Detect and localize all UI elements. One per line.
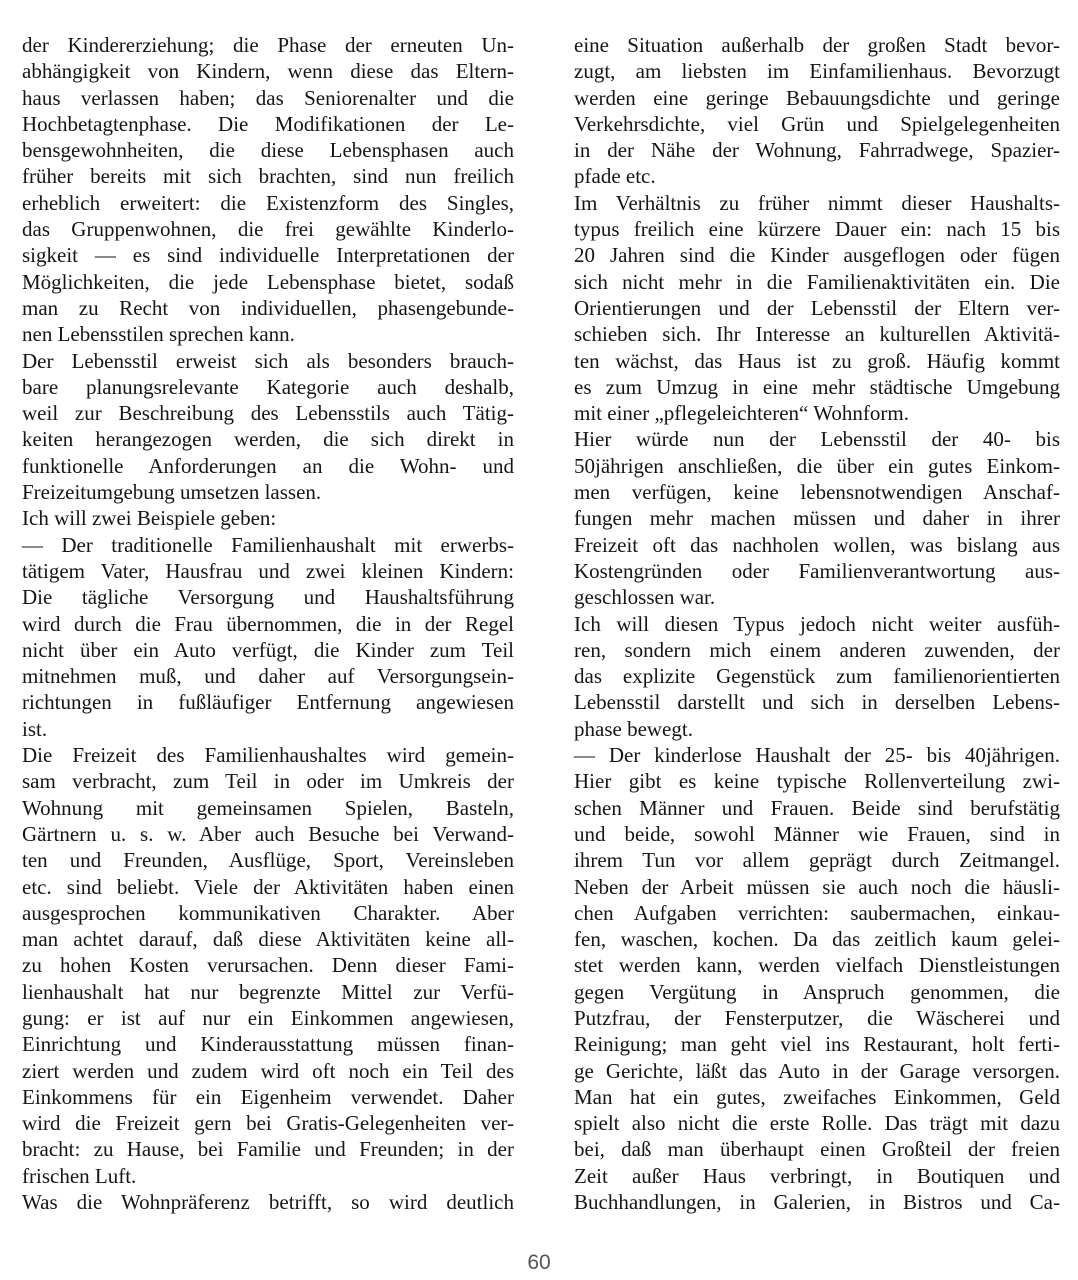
page-number: 60 bbox=[527, 1251, 551, 1274]
text-line: — Der traditionelle Familienhaushalt mit erwerbs- bbox=[22, 532, 514, 557]
text-line: Man hat ein gutes, zweifaches Einkommen, Geld bbox=[574, 1084, 1060, 1109]
text-line: weil zur Beschreibung des Lebensstils auch Tätig- bbox=[22, 401, 514, 426]
text-line: frischen Luft. bbox=[22, 1163, 137, 1188]
text-line: Einkommens für ein Eigenheim verwendet. Daher bbox=[22, 1084, 514, 1109]
text-line: Hier würde nun der Lebensstil der 40- bis bbox=[574, 427, 1060, 452]
text-line: ziert werden und zudem wird oft noch ein Teil des bbox=[22, 1058, 514, 1083]
text-line: Die Freizeit des Familienhaushaltes wird gemein- bbox=[22, 743, 514, 768]
text-line: nen Lebensstilen sprechen kann. bbox=[22, 322, 295, 347]
text-line: Verkehrsdichte, viel Grün und Spielgelegenheiten bbox=[574, 111, 1060, 136]
text-line: ge Gerichte, läßt das Auto in der Garage versorgen. bbox=[574, 1058, 1060, 1083]
text-line: Putzfrau, der Fensterputzer, die Wäscherei und bbox=[574, 1005, 1060, 1030]
text-line: Freizeit oft das nachholen wollen, was bislang aus bbox=[574, 532, 1060, 557]
text-line: Reinigung; man geht viel ins Restaurant, holt ferti- bbox=[574, 1032, 1060, 1057]
text-line: Gärtnern u. s. w. Aber auch Besuche bei Verwand- bbox=[22, 821, 514, 846]
text-line: ten wächst, das Haus ist zu groß. Häufig kommt bbox=[574, 348, 1060, 373]
text-line: Lebensstil darstellt und sich in derselben Lebens- bbox=[574, 690, 1060, 715]
text-line: Hier gibt es keine typische Rollenverteilung zwi- bbox=[574, 769, 1060, 794]
text-line: chen Aufgaben verrichten: saubermachen, einkau- bbox=[574, 900, 1060, 925]
text-line: Orientierungen und der Lebensstil der Eltern ver- bbox=[574, 295, 1060, 320]
text-line: lienhaushalt hat nur begrenzte Mittel zur Verfü- bbox=[22, 979, 514, 1004]
text-line: keiten herangezogen werden, die sich direkt in bbox=[22, 427, 514, 452]
text-line: das explizite Gegenstück zum familienorientierten bbox=[574, 664, 1060, 689]
text-line: sich nicht mehr in die Familienaktivitäten ein. Die bbox=[574, 269, 1060, 294]
left-text-column bbox=[22, 32, 514, 1215]
text-line: Hochbetagtenphase. Die Modifikationen der Le- bbox=[22, 111, 514, 136]
text-line: werden eine geringe Bebauungsdichte und geringe bbox=[574, 85, 1060, 110]
text-line: Ich will zwei Beispiele geben: bbox=[22, 506, 277, 531]
text-line: mit einer „pflegeleichteren“ Wohnform. bbox=[574, 401, 909, 426]
text-line: Die tägliche Versorgung und Haushaltsführung bbox=[22, 585, 514, 610]
text-line: gung: er ist auf nur ein Einkommen angewiesen, bbox=[22, 1005, 514, 1030]
text-line: zu hohen Kosten verursachen. Denn dieser Fami- bbox=[22, 953, 514, 978]
text-line: das Gruppenwohnen, die frei gewählte Kinderlo- bbox=[22, 217, 514, 242]
text-line: ten und Freunden, Ausflüge, Sport, Vereinsleben bbox=[22, 848, 514, 873]
text-line: etc. sind beliebt. Viele der Aktivitäten haben einen bbox=[22, 874, 514, 899]
text-line: abhängigkeit von Kindern, wenn diese das Eltern- bbox=[22, 59, 514, 84]
text-line: bei, daß man überhaupt einen Großteil der freien bbox=[574, 1137, 1060, 1162]
text-line: Freizeitumgebung umsetzen lassen. bbox=[22, 480, 322, 505]
text-line: ist. bbox=[22, 716, 48, 741]
text-line: tätigem Vater, Hausfrau und zwei kleinen Kindern: bbox=[22, 558, 514, 583]
text-line: bare planungsrelevante Kategorie auch deshalb, bbox=[22, 374, 514, 399]
text-line: bracht: zu Hause, bei Familie und Freunden; in der bbox=[22, 1137, 514, 1162]
text-line: sigkeit — es sind individuelle Interpretationen der bbox=[22, 243, 514, 268]
text-line: gegen Vergütung in Anspruch genommen, die bbox=[574, 979, 1060, 1004]
text-line: in der Nähe der Wohnung, Fahrradwege, Spazier- bbox=[574, 138, 1060, 163]
text-line: der Kindererziehung; die Phase der erneuten Un- bbox=[22, 33, 514, 57]
text-line: Kostengründen oder Familienverantwortung aus- bbox=[574, 558, 1060, 583]
text-line: erheblich erweitert: die Existenzform des Singles, bbox=[22, 190, 514, 215]
text-line: und beide, sowohl Männer wie Frauen, sind in bbox=[574, 821, 1060, 846]
text-line: spielt also nicht die erste Rolle. Das trägt mit dazu bbox=[574, 1111, 1060, 1136]
text-line: nicht über ein Auto verfügt, die Kinder zum Teil bbox=[22, 637, 514, 662]
right-text-column bbox=[574, 32, 1060, 1215]
text-line: ausgesprochen kommunikativen Charakter. Aber bbox=[22, 900, 514, 925]
text-line: pfade etc. bbox=[574, 164, 656, 189]
text-line: Was die Wohnpräferenz betrifft, so wird deutlich bbox=[22, 1190, 514, 1215]
text-line: schieben sich. Ihr Interesse an kulturellen Aktivitä- bbox=[574, 322, 1060, 347]
text-line: Im Verhältnis zu früher nimmt dieser Haushalts- bbox=[574, 190, 1060, 215]
text-line: wird die Freizeit gern bei Gratis-Gelegenheiten ver- bbox=[22, 1111, 514, 1136]
text-line: haus verlassen haben; das Seniorenalter und die bbox=[22, 85, 514, 110]
text-line: phase bewegt. bbox=[574, 716, 693, 741]
text-line: fen, waschen, kochen. Da das zeitlich kaum gelei- bbox=[574, 927, 1060, 952]
text-line: Der Lebensstil erweist sich als besonders brauch- bbox=[22, 348, 514, 373]
text-line: men verfügen, keine lebensnotwendigen Anschaf- bbox=[574, 480, 1060, 505]
text-line: 50jährigen anschließen, die über ein gutes Einkom- bbox=[574, 453, 1060, 478]
text-line: mitnehmen muß, und daher auf Versorgungsein- bbox=[22, 664, 514, 689]
text-line: ren, sondern mich einem anderen zuwenden, der bbox=[574, 637, 1060, 662]
text-line: Wohnung mit gemeinsamen Spielen, Basteln, bbox=[22, 795, 514, 820]
text-line: stet werden kann, werden vielfach Dienstleistungen bbox=[574, 953, 1060, 978]
text-line: es zum Umzug in eine mehr städtische Umgebung bbox=[574, 374, 1060, 399]
text-line: — Der kinderlose Haushalt der 25- bis 40jährigen. bbox=[574, 743, 1060, 768]
text-line: eine Situation außerhalb der großen Stadt bevor- bbox=[574, 33, 1060, 57]
text-line: Ich will diesen Typus jedoch nicht weiter ausfüh- bbox=[574, 611, 1060, 636]
text-line: zugt, am liebsten im Einfamilienhaus. Bevorzugt bbox=[574, 59, 1060, 84]
text-line: 20 Jahren sind die Kinder ausgeflogen oder fügen bbox=[574, 243, 1060, 268]
text-line: man achtet darauf, daß diese Aktivitäten keine all- bbox=[22, 927, 514, 952]
text-line: funktionelle Anforderungen an die Wohn- und bbox=[22, 453, 514, 478]
text-line: Neben der Arbeit müssen sie auch noch die häusli- bbox=[574, 874, 1060, 899]
text-line: schen Männer und Frauen. Beide sind berufstätig bbox=[574, 795, 1060, 820]
text-line: wird durch die Frau übernommen, die in der Regel bbox=[22, 611, 514, 636]
text-line: man zu Recht von individuellen, phasengebunde- bbox=[22, 295, 514, 320]
text-line: fungen mehr machen müssen und daher in ihrer bbox=[574, 506, 1060, 531]
text-line: ihrem Tun vor allem geprägt durch Zeitmangel. bbox=[574, 848, 1060, 873]
text-line: Möglichkeiten, die jede Lebensphase bietet, sodaß bbox=[22, 269, 514, 294]
text-line: Einrichtung und Kinderausstattung müssen finan- bbox=[22, 1032, 514, 1057]
text-line: geschlossen war. bbox=[574, 585, 716, 610]
text-line: Zeit außer Haus verbringt, in Boutiquen und bbox=[574, 1163, 1060, 1188]
text-line: früher bereits mit sich brachten, sind nun freilich bbox=[22, 164, 514, 189]
text-line: bensgewohnheiten, die diese Lebensphasen auch bbox=[22, 138, 514, 163]
text-line: richtungen in fußläufiger Entfernung angewiesen bbox=[22, 690, 514, 715]
text-line: typus freilich eine kürzere Dauer ein: nach 15 bis bbox=[574, 217, 1060, 242]
text-line: sam verbracht, zum Teil in oder im Umkreis der bbox=[22, 769, 514, 794]
text-line: Buchhandlungen, in Galerien, in Bistros und Ca- bbox=[574, 1190, 1060, 1215]
